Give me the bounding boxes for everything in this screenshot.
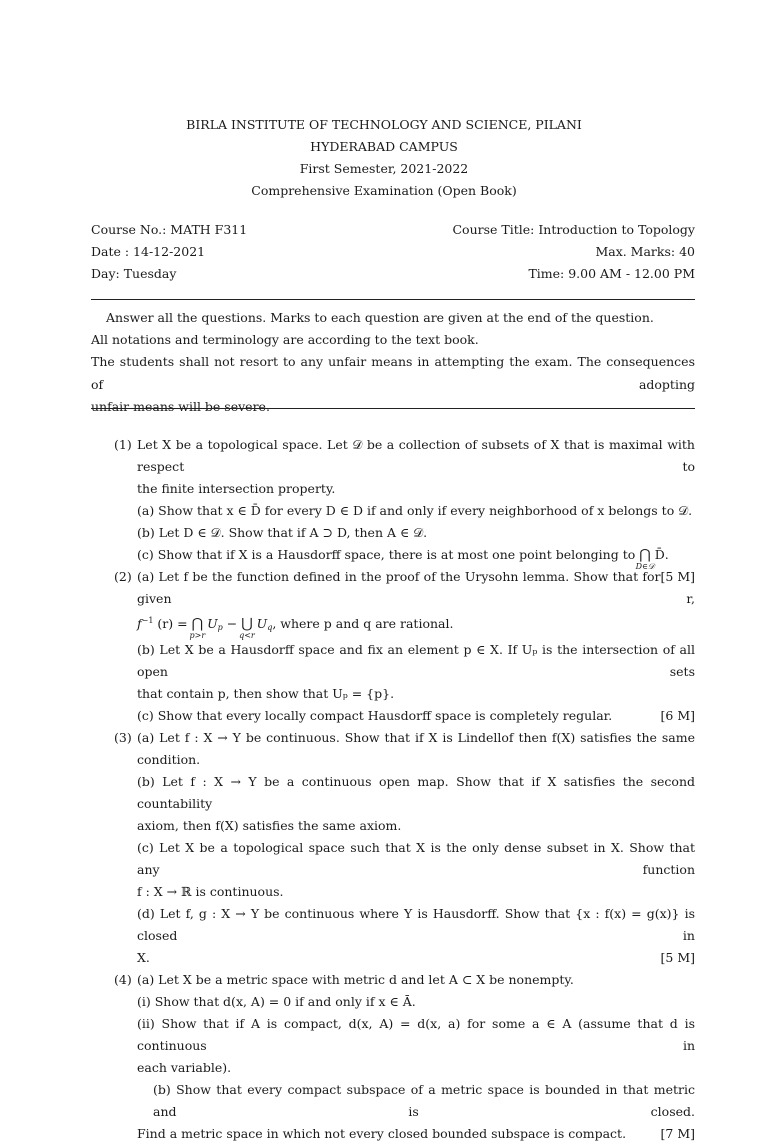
intersection-operator [189, 616, 206, 640]
divider-bottom [91, 408, 695, 409]
course-meta [91, 219, 695, 285]
divider-top [91, 299, 695, 300]
question-text: Let X be a topological space. Let 𝒟 be a collection of subsets of X that is maximal with respect to [137, 437, 695, 474]
question-part-a: (a) Let f be the function defined in the proof of the Urysohn lemma. Show that for given r, [137, 569, 695, 606]
union-symbol: ⋃ [241, 616, 253, 632]
formula-u: U [207, 616, 218, 631]
formula-end: , where p and q are rational. [272, 616, 454, 631]
question-1 [91, 434, 695, 584]
question-part-c: f : X → ℝ is continuous. [137, 884, 284, 899]
campus-name: HYDERABAD CAMPUS [310, 139, 458, 154]
marks-badge: [7 M] [660, 1126, 695, 1141]
formula-inverse: −1 [141, 616, 154, 625]
exam-date: Date : 14-12-2021 [91, 244, 206, 259]
question-part-d [137, 947, 695, 969]
question-part-d: (d) Let f, g : X → Y be continuous where Y is Hausdorff. Show that {x : f(x) = g(x)} is closed in [137, 906, 695, 943]
instruction-line: The students shall not resort to any unfair means in attempting the exam. The consequences of adopting [91, 354, 695, 392]
question-part-a-ii: (ii) Show that if A is compact, d(x, A) = d(x, a) for some a ∈ A (assume that d is continuous in [137, 1016, 695, 1053]
question-part-b: (b) Let D ∈ 𝒟. Show that if A ⊃ D, then A ∈ 𝒟. [137, 525, 428, 540]
marks-badge: [5 M] [660, 569, 695, 584]
question-part-c [137, 705, 695, 727]
question-part-a: (a) Let X be a metric space with metric d and let A ⊂ X be nonempty. [137, 972, 574, 987]
exam-day: Day: Tuesday [91, 266, 177, 281]
question-part-b [137, 1123, 695, 1145]
question-part-b: (b) Let f : X → Y be a continuous open map. Show that if X satisfies the second countability [137, 774, 695, 811]
part-d-end: X. [137, 950, 150, 965]
instruction-line: All notations and terminology are according to the text book. [91, 332, 479, 348]
course-number: Course No.: MATH F311 [91, 222, 248, 237]
operator-limit: p>r [189, 631, 206, 640]
question-part-b: (b) Let X be a Hausdorff space and fix an element p ∈ X. If Uₚ is the intersection of all open sets [137, 642, 695, 679]
part-c-text: (c) Show that every locally compact Hausdorff space is completely regular. [137, 708, 613, 723]
formula-sub: p [217, 623, 223, 632]
intersection-symbol: ⋂ [639, 547, 651, 563]
question-part-b: (b) Show that every compact subspace of a metric space is bounded in that metric and is closed. [153, 1082, 695, 1119]
marks-badge: [5 M] [660, 950, 695, 965]
question-part-a: (a) Show that x ∈ D̄ for every D ∈ D if and only if every neighborhood of x belongs to 𝒟. [137, 503, 693, 518]
question-number: (3) [114, 730, 132, 745]
question-number: (2) [114, 569, 132, 584]
question-part-a-formula [137, 610, 695, 639]
institute-name: BIRLA INSTITUTE OF TECHNOLOGY AND SCIENCE, PILANI [186, 117, 582, 132]
question-part-a: (a) Let f : X → Y be continuous. Show that if X is Lindellof then f(X) satisfies the same condition. [137, 730, 695, 767]
instruction-line: unfair means will be severe. [91, 398, 270, 414]
instructions [91, 307, 695, 418]
exam-title: Comprehensive Examination (Open Book) [251, 183, 517, 198]
question-part-b: axiom, then f(X) satisfies the same axiom. [137, 818, 402, 833]
course-title: Course Title: Introduction to Topology [452, 222, 695, 237]
question-4 [91, 969, 695, 1145]
semester: First Semester, 2021-2022 [299, 161, 469, 176]
formula-f: f [137, 616, 142, 631]
operator-limit: q<r [239, 631, 255, 640]
formula-minus: − [226, 616, 238, 631]
part-b-text: Find a metric space in which not every closed bounded subspace is compact. [137, 1126, 627, 1141]
question-2 [91, 566, 695, 727]
question-3 [91, 727, 695, 969]
instruction-line: Answer all the questions. Marks to each question are given at the end of the question. [106, 310, 654, 325]
question-number: (1) [114, 437, 132, 452]
max-marks: Max. Marks: 40 [595, 244, 695, 259]
formula-u: U [256, 616, 268, 631]
union-operator [239, 616, 255, 640]
formula-eq: (r) = [157, 616, 188, 631]
marks-badge: [6 M] [660, 708, 695, 723]
question-number: (4) [114, 972, 132, 987]
question-part-a-i: (i) Show that d(x, A) = 0 if and only if x ∈ Ā. [137, 994, 416, 1009]
exam-header [0, 114, 768, 202]
exam-time: Time: 9.00 AM - 12.00 PM [528, 266, 695, 281]
intersection-symbol: ⋂ [191, 616, 204, 632]
formula-sub: q [267, 623, 273, 632]
operator-limit: D∈𝒟 [635, 562, 655, 571]
question-part-c: (c) Let X be a topological space such that X is the only dense subset in X. Show that any function [137, 840, 695, 877]
question-part-b: that contain p, then show that Uₚ = {p}. [137, 686, 395, 701]
questions [91, 434, 695, 1145]
question-part-a-ii: each variable). [137, 1060, 232, 1075]
question-part-c [137, 544, 695, 584]
intersection-operator [635, 547, 655, 571]
part-c-end: D̄. [654, 547, 669, 562]
question-text: the finite intersection property. [137, 481, 336, 496]
part-c-text: (c) Show that if X is a Hausdorff space, there is at most one point belonging to [137, 547, 636, 562]
